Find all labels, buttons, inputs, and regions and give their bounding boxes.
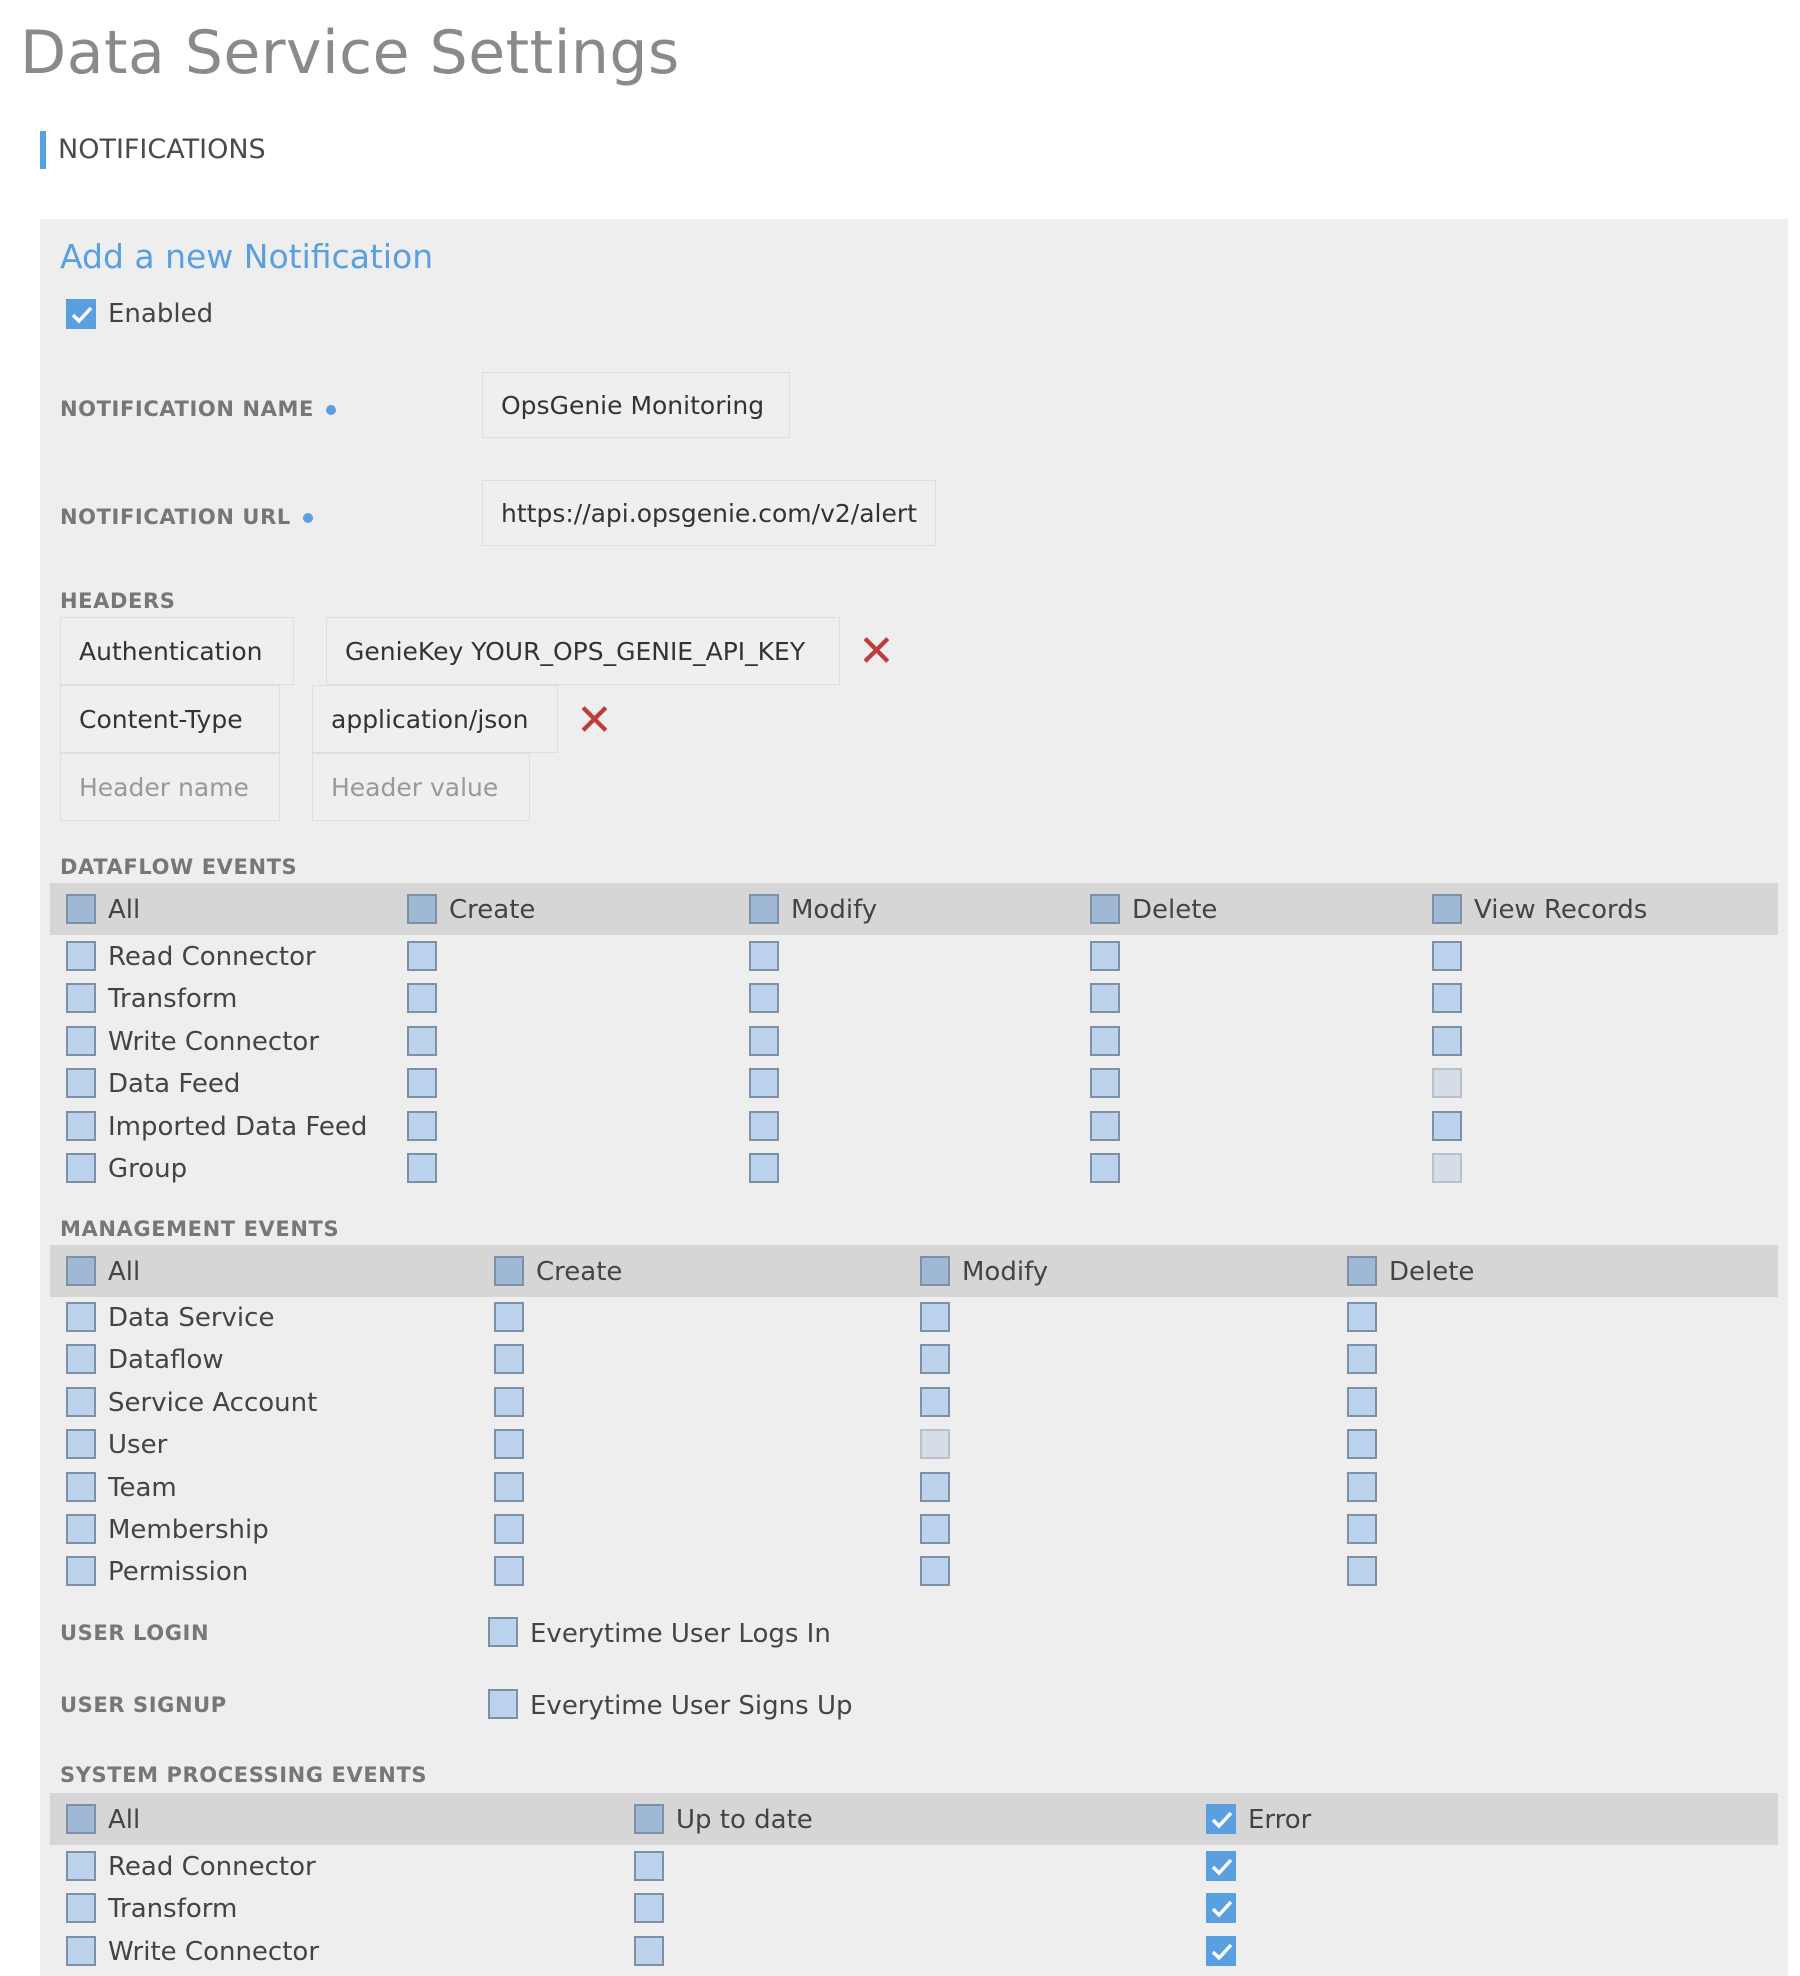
row-label-data-service: Data Service <box>108 1303 275 1333</box>
notification-form-panel <box>40 219 1788 1976</box>
header-value-input[interactable] <box>326 617 840 685</box>
new-header-value-input[interactable] <box>312 753 530 821</box>
check-icon <box>1211 1857 1233 1877</box>
transform-view-records-checkbox[interactable] <box>1432 983 1462 1013</box>
required-dot-icon <box>326 405 336 415</box>
row-label-membership: Membership <box>108 1515 269 1545</box>
row-label-read-connector: Read Connector <box>108 942 316 972</box>
user-login-label: USER LOGIN <box>60 1621 210 1645</box>
column-header-delete: Delete <box>1389 1257 1475 1287</box>
row-label-dataflow: Dataflow <box>108 1345 224 1376</box>
management-events-header-row <box>50 1245 1778 1297</box>
user-signup-label: USER SIGNUP <box>60 1693 227 1717</box>
permission-modify-checkbox[interactable] <box>920 1556 950 1586</box>
imported-data-feed-view-records-checkbox[interactable] <box>1432 1111 1462 1141</box>
column-header-create: Create <box>449 895 536 925</box>
service-account-all-checkbox[interactable] <box>66 1387 96 1417</box>
notification-name-input[interactable] <box>482 372 790 438</box>
transform-all-checkbox[interactable] <box>66 1893 96 1923</box>
column-header-all: All <box>108 1257 141 1287</box>
data-service-modify-checkbox[interactable] <box>920 1302 950 1332</box>
data-feed-create-checkbox[interactable] <box>407 1068 437 1098</box>
check-icon <box>1211 1942 1233 1962</box>
membership-modify-checkbox[interactable] <box>920 1514 950 1544</box>
service-account-delete-checkbox[interactable] <box>1347 1387 1377 1417</box>
user-modify-checkbox <box>920 1429 950 1459</box>
user-signup-option-label: Everytime User Signs Up <box>530 1691 853 1721</box>
data-feed-all-checkbox[interactable] <box>66 1068 96 1098</box>
header-value-input[interactable] <box>312 685 558 753</box>
read-connector-create-checkbox[interactable] <box>407 941 437 971</box>
row-label-imported-data-feed: Imported Data Feed <box>108 1111 368 1142</box>
transform-delete-checkbox[interactable] <box>1090 983 1120 1013</box>
check-icon <box>71 305 93 325</box>
read-connector-all-checkbox[interactable] <box>66 1851 96 1881</box>
dataflow-events-label: DATAFLOW EVENTS <box>60 855 298 879</box>
notification-name-label: NOTIFICATION NAME <box>60 397 336 421</box>
close-icon: ✕ <box>576 695 613 746</box>
dataflow-modify-checkbox[interactable] <box>920 1344 950 1374</box>
enabled-checkbox[interactable] <box>66 299 96 329</box>
data-feed-view-records-checkbox <box>1432 1068 1462 1098</box>
tab-notifications[interactable]: NOTIFICATIONS <box>40 131 266 169</box>
imported-data-feed-create-checkbox[interactable] <box>407 1111 437 1141</box>
membership-create-checkbox[interactable] <box>494 1514 524 1544</box>
dataflow-delete-checkbox[interactable] <box>1347 1344 1377 1374</box>
team-create-checkbox[interactable] <box>494 1472 524 1502</box>
write-connector-modify-checkbox[interactable] <box>749 1026 779 1056</box>
column-header-up-to-date: Up to date <box>676 1805 813 1835</box>
new-header-name-input[interactable] <box>60 753 280 821</box>
group-create-checkbox[interactable] <box>407 1153 437 1183</box>
write-connector-create-checkbox[interactable] <box>407 1026 437 1056</box>
write-connector-all-checkbox[interactable] <box>66 1026 96 1056</box>
close-icon: ✕ <box>858 626 895 677</box>
read-connector-all-checkbox[interactable] <box>66 941 96 971</box>
select-all-modify-checkbox[interactable] <box>749 894 779 924</box>
group-all-checkbox[interactable] <box>66 1153 96 1183</box>
read-connector-error-checkbox[interactable] <box>1206 1851 1236 1881</box>
column-header-view-records: View Records <box>1474 895 1648 925</box>
user-login-option-label: Everytime User Logs In <box>530 1619 831 1649</box>
team-delete-checkbox[interactable] <box>1347 1472 1377 1502</box>
service-account-modify-checkbox[interactable] <box>920 1387 950 1417</box>
column-header-modify: Modify <box>962 1257 1049 1287</box>
membership-all-checkbox[interactable] <box>66 1514 96 1544</box>
check-icon <box>1211 1899 1233 1919</box>
select-all-view-records-checkbox[interactable] <box>1432 894 1462 924</box>
transform-modify-checkbox[interactable] <box>749 983 779 1013</box>
data-feed-modify-checkbox[interactable] <box>749 1068 779 1098</box>
team-all-checkbox[interactable] <box>66 1472 96 1502</box>
row-label-user: User <box>108 1430 168 1461</box>
select-all-error-checkbox[interactable] <box>1206 1804 1236 1834</box>
notification-url-label: NOTIFICATION URL <box>60 505 313 529</box>
write-connector-delete-checkbox[interactable] <box>1090 1026 1120 1056</box>
form-title: Add a new Notification <box>60 237 434 276</box>
select-all-create-checkbox[interactable] <box>494 1256 524 1286</box>
system-events-header-row <box>50 1793 1778 1845</box>
permission-delete-checkbox[interactable] <box>1347 1556 1377 1586</box>
write-connector-up-to-date-checkbox[interactable] <box>634 1936 664 1966</box>
row-label-transform: Transform <box>108 984 238 1015</box>
row-label-service-account: Service Account <box>108 1387 318 1418</box>
remove-header-button[interactable] <box>858 626 895 677</box>
team-modify-checkbox[interactable] <box>920 1472 950 1502</box>
group-modify-checkbox[interactable] <box>749 1153 779 1183</box>
dataflow-create-checkbox[interactable] <box>494 1344 524 1374</box>
select-all-all-checkbox[interactable] <box>66 1256 96 1286</box>
row-label-transform: Transform <box>108 1894 238 1925</box>
row-label-team: Team <box>108 1472 177 1503</box>
dataflow-all-checkbox[interactable] <box>66 1344 96 1374</box>
column-header-all: All <box>108 1805 141 1835</box>
select-all-delete-checkbox[interactable] <box>1347 1256 1377 1286</box>
transform-up-to-date-checkbox[interactable] <box>634 1893 664 1923</box>
row-label-permission: Permission <box>108 1557 249 1588</box>
permission-create-checkbox[interactable] <box>494 1556 524 1586</box>
data-service-all-checkbox[interactable] <box>66 1302 96 1332</box>
select-all-delete-checkbox[interactable] <box>1090 894 1120 924</box>
imported-data-feed-delete-checkbox[interactable] <box>1090 1111 1120 1141</box>
permission-all-checkbox[interactable] <box>66 1556 96 1586</box>
read-connector-modify-checkbox[interactable] <box>749 941 779 971</box>
user-delete-checkbox[interactable] <box>1347 1429 1377 1459</box>
system-processing-events-label: SYSTEM PROCESSING EVENTS <box>60 1763 428 1787</box>
user-login-checkbox[interactable] <box>488 1617 518 1647</box>
write-connector-view-records-checkbox[interactable] <box>1432 1026 1462 1056</box>
row-label-write-connector: Write Connector <box>108 1026 320 1057</box>
membership-delete-checkbox[interactable] <box>1347 1514 1377 1544</box>
page-title: Data Service Settings <box>20 18 680 88</box>
select-all-all-checkbox[interactable] <box>66 1804 96 1834</box>
management-events-label: MANAGEMENT EVENTS <box>60 1217 340 1241</box>
header-name-input[interactable] <box>60 685 280 753</box>
read-connector-view-records-checkbox[interactable] <box>1432 941 1462 971</box>
imported-data-feed-all-checkbox[interactable] <box>66 1111 96 1141</box>
row-label-read-connector: Read Connector <box>108 1852 316 1882</box>
notification-url-input[interactable] <box>482 480 936 546</box>
select-all-up-to-date-checkbox[interactable] <box>634 1804 664 1834</box>
data-feed-delete-checkbox[interactable] <box>1090 1068 1120 1098</box>
column-header-error: Error <box>1248 1805 1312 1835</box>
transform-create-checkbox[interactable] <box>407 983 437 1013</box>
select-all-all-checkbox[interactable] <box>66 894 96 924</box>
transform-all-checkbox[interactable] <box>66 983 96 1013</box>
transform-error-checkbox[interactable] <box>1206 1893 1236 1923</box>
remove-header-button[interactable] <box>576 695 613 746</box>
required-dot-icon <box>303 513 313 523</box>
data-service-delete-checkbox[interactable] <box>1347 1302 1377 1332</box>
header-name-input[interactable] <box>60 617 294 685</box>
read-connector-delete-checkbox[interactable] <box>1090 941 1120 971</box>
user-create-checkbox[interactable] <box>494 1429 524 1459</box>
enabled-label: Enabled <box>108 299 214 329</box>
service-account-create-checkbox[interactable] <box>494 1387 524 1417</box>
user-signup-checkbox[interactable] <box>488 1689 518 1719</box>
row-label-data-feed: Data Feed <box>108 1069 241 1100</box>
write-connector-error-checkbox[interactable] <box>1206 1936 1236 1966</box>
select-all-modify-checkbox[interactable] <box>920 1256 950 1286</box>
select-all-create-checkbox[interactable] <box>407 894 437 924</box>
imported-data-feed-modify-checkbox[interactable] <box>749 1111 779 1141</box>
group-view-records-checkbox <box>1432 1153 1462 1183</box>
check-icon <box>1211 1810 1233 1830</box>
write-connector-all-checkbox[interactable] <box>66 1936 96 1966</box>
headers-label: HEADERS <box>60 589 176 613</box>
column-header-all: All <box>108 895 141 925</box>
group-delete-checkbox[interactable] <box>1090 1153 1120 1183</box>
column-header-create: Create <box>536 1257 623 1287</box>
column-header-delete: Delete <box>1132 895 1218 925</box>
row-label-write-connector: Write Connector <box>108 1936 320 1967</box>
read-connector-up-to-date-checkbox[interactable] <box>634 1851 664 1881</box>
data-service-create-checkbox[interactable] <box>494 1302 524 1332</box>
user-all-checkbox[interactable] <box>66 1429 96 1459</box>
column-header-modify: Modify <box>791 895 878 925</box>
row-label-group: Group <box>108 1154 188 1184</box>
